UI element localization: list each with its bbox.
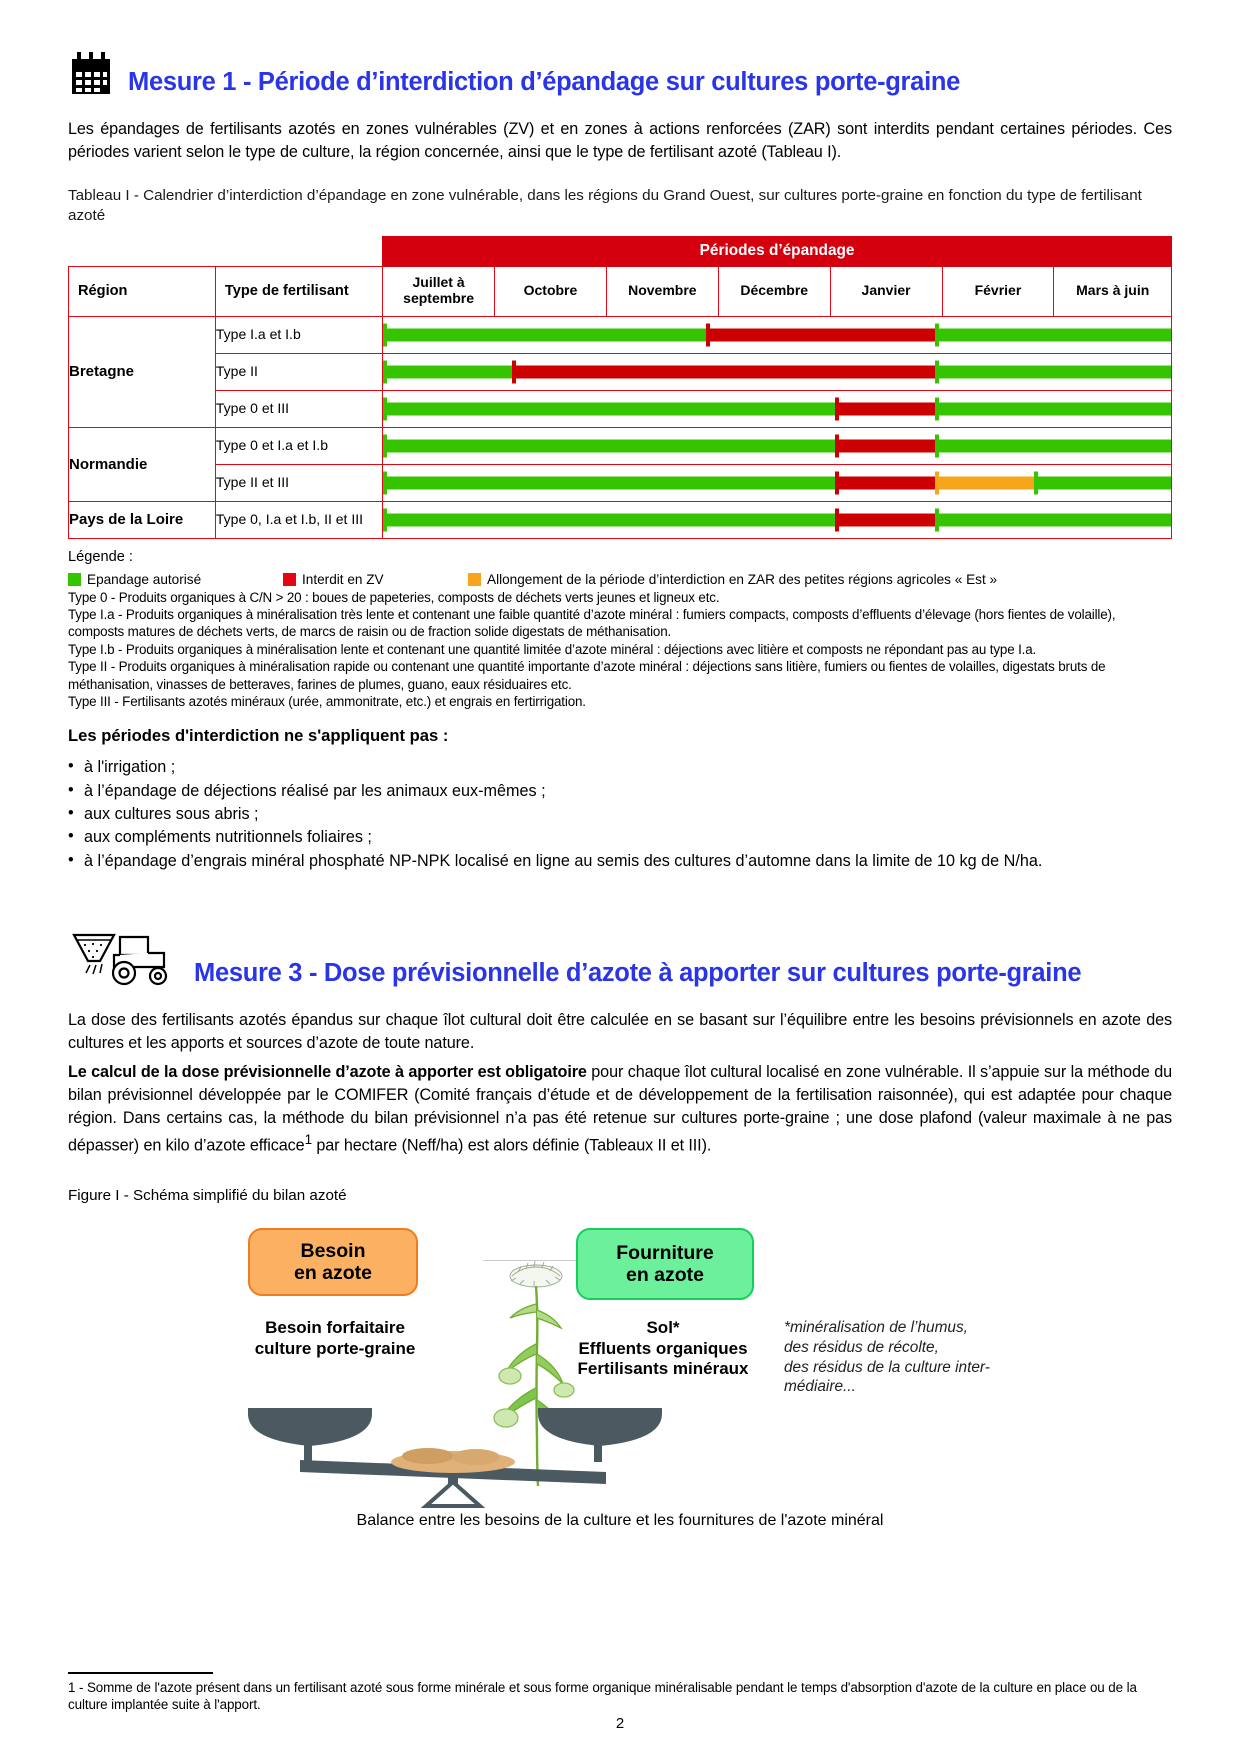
period-bar-track: [383, 365, 1171, 378]
period-segment-green: [383, 328, 706, 341]
period-boundary-tick: [835, 397, 839, 420]
fertilizer-type-cell: Type 0 et III: [215, 390, 382, 427]
period-bar-cell: [383, 316, 1172, 353]
period-boundary-tick: [383, 508, 387, 531]
fourniture-detail-line3: Fertilisants minéraux: [577, 1359, 749, 1379]
period-segment-red: [835, 439, 935, 452]
figure-note-line4: médiaire...: [784, 1378, 856, 1396]
exceptions-list: [68, 756, 1172, 873]
period-segment-orange: [935, 476, 1034, 489]
period-bar-track: [383, 439, 1171, 452]
legend-text-red: Interdit en ZV: [302, 571, 384, 587]
col-header-month-4: Janvier: [830, 266, 942, 316]
period-boundary-tick: [935, 508, 939, 531]
period-bar-track: [383, 328, 1171, 341]
figure-note-line1: *minéralisation de l’humus,: [784, 1319, 968, 1337]
calendar-icon: [68, 48, 114, 96]
fertilizer-type-definitions: [68, 589, 1172, 711]
measure1-title: Mesure 1 - Période d’interdiction d’épandage sur cultures porte-graine: [128, 68, 961, 97]
period-boundary-tick: [706, 323, 710, 346]
besoin-box-line2: en azote: [293, 1262, 373, 1285]
period-boundary-tick: [935, 323, 939, 346]
balance-caption: Balance entre les besoins de la culture et les fournitures de l'azote minéral: [356, 1512, 884, 1530]
period-boundary-tick: [935, 397, 939, 420]
exception-item-0: • à l'irrigation ;: [68, 756, 1172, 779]
col-header-month-3: Décembre: [718, 266, 830, 316]
fertilizer-type-definition-0: Type 0 - Produits organiques à C/N > 20 : boues de papeteries, composts de déchets verts jeunes et ligneux etc.: [68, 589, 720, 605]
period-boundary-tick: [383, 471, 387, 494]
legend-item-interdit: [283, 572, 468, 587]
exception-item-3: • aux compléments nutritionnels foliaires ;: [68, 826, 1172, 849]
period-segment-green: [1034, 476, 1171, 489]
figure-caption: Figure I - Schéma simplifié du bilan azoté: [68, 1187, 347, 1205]
measure3-para2-bold: Le calcul de la dose prévisionnelle d’azote à apporter est obligatoire: [68, 1063, 587, 1082]
besoin-box: [248, 1228, 418, 1296]
measure3-para2: [68, 1061, 1172, 1157]
fertilizer-type-cell: Type 0, I.a et I.b, II et III: [215, 501, 382, 538]
period-segment-green: [383, 476, 834, 489]
period-bar-track: [383, 513, 1171, 526]
table-row: [69, 316, 1172, 353]
period-segment-green: [383, 439, 834, 452]
col-header-month-2: Novembre: [606, 266, 718, 316]
measure3-para2-tail: par hectare (Neff/ha) est alors définie (Tableaux II et III).: [311, 1136, 712, 1155]
besoin-detail-line2: culture porte-graine: [254, 1338, 416, 1358]
col-header-month-1: Octobre: [495, 266, 607, 316]
measure3-title: Mesure 3 - Dose prévisionnelle d’azote à apporter sur cultures porte-graine: [194, 959, 1082, 988]
region-label-0: Bretagne: [69, 316, 216, 427]
period-segment-green: [383, 365, 511, 378]
period-bar-cell: [383, 390, 1172, 427]
balance-scale-illustration: [238, 1400, 798, 1510]
fertilizer-type-definition-4: Type III - Fertilisants azotés minéraux (urée, ammonitrate, etc.) et engrais en fertirrigation.: [68, 694, 586, 710]
exception-item-4: • à l’épandage d’engrais minéral phosphaté NP-NPK localisé en ligne au semis des cultures d’automne dans la limite de 10 kg de N/ha.: [68, 850, 1172, 873]
fourniture-detail-line2: Effluents organiques: [578, 1338, 748, 1358]
period-boundary-tick: [935, 434, 939, 457]
exception-item-1: • à l’épandage de déjections réalisé par les animaux eux-mêmes ;: [68, 780, 1172, 803]
period-bar-cell: [383, 353, 1172, 390]
table-banner: Périodes d’épandage: [383, 236, 1172, 266]
tractor-spreader-icon: [68, 931, 180, 987]
figure-note-line2: des résidus de récolte,: [784, 1339, 939, 1357]
fourniture-box-line2: en azote: [625, 1264, 705, 1287]
period-segment-green: [935, 328, 1171, 341]
period-boundary-tick: [383, 434, 387, 457]
period-segment-green: [383, 402, 834, 415]
region-label-2: Pays de la Loire: [69, 501, 216, 538]
region-label-1: Normandie: [69, 427, 216, 501]
table-header-row: [69, 266, 1172, 316]
period-segment-red: [835, 513, 935, 526]
measure1-heading: [68, 48, 1172, 96]
legend-label: Légende :: [68, 548, 133, 565]
col-header-region: Région: [69, 266, 216, 316]
fourniture-box: [576, 1228, 754, 1300]
fertilizer-type-cell: Type II et III: [215, 464, 382, 501]
besoin-box-line1: Besoin: [300, 1240, 366, 1263]
period-segment-red: [835, 476, 935, 489]
legend-item-allongement: [468, 572, 997, 587]
col-header-month-0: Juillet à septembre: [383, 266, 495, 316]
period-boundary-tick: [835, 471, 839, 494]
measure1-intro: Les épandages de fertilisants azotés en zones vulnérables (ZV) et en zones à actions renforcées (ZAR) sont interdits pendant certaines périodes. Ces périodes varient selon le type de culture, la région concernée, ainsi que le type de fertilisant azoté (Tableau I).: [68, 120, 1172, 161]
legend-item-autorise: [68, 572, 283, 587]
period-bar-cell: [383, 464, 1172, 501]
fourniture-detail-line1: Sol*: [646, 1318, 680, 1338]
legend-swatch-orange: [468, 573, 481, 586]
figure-note-line3: des résidus de la culture inter-: [784, 1358, 990, 1376]
table-row: [69, 464, 1172, 501]
measure3-para2-rest: pour chaque îlot cultural localisé en zone vulnérable. Il s’appuie sur la méthode du bilan prévisionnel développée par le COMIFER (Comité français d’étude et de développement de la fertilisation raisonnée), qui est adaptée pour chaque région. Dans certains cas, la méthode du bilan prévisionnel n’a pas été retenue sur cultures porte-graine ; une dose plafond (valeur maximale à ne pas dépasser) en kilo d’azote efficace: [68, 1063, 1173, 1155]
period-segment-green: [935, 513, 1171, 526]
page-number: 2: [615, 1715, 625, 1732]
period-boundary-tick: [383, 397, 387, 420]
nitrogen-balance-figure: [68, 1210, 1172, 1540]
table-row: [69, 501, 1172, 538]
period-bar-cell: [383, 427, 1172, 464]
fertilizer-type-cell: Type I.a et I.b: [215, 316, 382, 353]
period-boundary-tick: [835, 508, 839, 531]
fertilizer-type-cell: Type II: [215, 353, 382, 390]
measure3-heading: [68, 931, 1172, 987]
exceptions-title: Les périodes d'interdiction ne s'appliquent pas :: [68, 726, 449, 746]
fertilizer-type-definition-1: Type I.a - Produits organiques à minéralisation très lente et contenant une faible quantité d’azote minéral : fumiers compacts, composts d’effluents d’élevage (hors fientes de volaille), composts matures de déchets verts, de marcs de raisin ou de fraction solide digestats de méthanisation.: [68, 606, 1116, 640]
table-caption: Tableau I - Calendrier d’interdiction d’épandage en zone vulnérable, dans les régions du Grand Ouest, sur cultures porte-graine en fonction du type de fertilisant azoté: [68, 187, 1142, 224]
period-segment-red: [706, 328, 934, 341]
period-segment-green: [935, 402, 1171, 415]
table-row: [69, 353, 1172, 390]
legend-text-orange: Allongement de la période d’interdiction en ZAR des petites régions agricoles « Est »: [487, 571, 998, 587]
period-boundary-tick: [512, 360, 516, 383]
col-header-type: Type de fertilisant: [215, 266, 382, 316]
period-segment-green: [935, 365, 1171, 378]
exception-item-2: • aux cultures sous abris ;: [68, 803, 1172, 826]
fourniture-box-line1: Fourniture: [616, 1242, 714, 1265]
fertilizer-type-cell: Type 0 et I.a et I.b: [215, 427, 382, 464]
period-boundary-tick: [1034, 471, 1038, 494]
period-segment-green: [383, 513, 834, 526]
table-row: [69, 390, 1172, 427]
figure-footnote-note: [784, 1318, 1034, 1396]
measure3-footnote-marker: 1: [304, 1132, 312, 1148]
table-row: [69, 427, 1172, 464]
footnote-text: 1 - Somme de l'azote présent dans un fertilisant azoté sous forme minérale et sous forme organique minéralisable pendant le temps d'absorption d'azote de la culture en place ou de la culture implantée suite à l'apport.: [68, 1679, 1137, 1712]
footnote-rule: [68, 1672, 213, 1674]
besoin-detail-label: [228, 1318, 442, 1359]
table-banner-row: [69, 236, 1172, 266]
period-bar-cell: [383, 501, 1172, 538]
period-boundary-tick: [383, 360, 387, 383]
legend-row: [68, 572, 1172, 587]
legend-text-green: Epandage autorisé: [87, 571, 202, 587]
period-segment-red: [512, 365, 935, 378]
table-corner-blank: [69, 236, 383, 266]
period-boundary-tick: [935, 360, 939, 383]
measure3-para1: La dose des fertilisants azotés épandus sur chaque îlot cultural doit être calculée en se basant sur l’équilibre entre les besoins prévisionnels en azote des cultures et les apports et sources d’azote de toute nature.: [68, 1011, 1172, 1053]
fertilizer-type-definition-2: Type I.b - Produits organiques à minéralisation lente et contenant une quantité limitée d’azote minéral : déjections avec litière et composts ne répondant pas au type I.a.: [68, 641, 1037, 657]
period-bar-track: [383, 476, 1171, 489]
legend-swatch-green: [68, 573, 81, 586]
col-header-month-5: Février: [942, 266, 1054, 316]
fourniture-detail-label: [563, 1318, 763, 1379]
period-boundary-tick: [383, 323, 387, 346]
table-body: [69, 316, 1172, 538]
period-boundary-tick: [935, 471, 939, 494]
period-boundary-tick: [835, 434, 839, 457]
period-segment-red: [835, 402, 935, 415]
period-segment-green: [935, 439, 1171, 452]
period-bar-track: [383, 402, 1171, 415]
footnote-block: [68, 1672, 1172, 1732]
fertilizer-type-definition-3: Type II - Produits organiques à minéralisation rapide ou contenant une quantité importante d’azote minéral : déjections sans litière, fumiers ou fientes de volailles, digestats bruts de méthanisation, vinasses de betteraves, farines de plumes, guano, eaux résiduaires etc.: [68, 659, 1106, 692]
spreading-calendar-table: [68, 236, 1172, 539]
col-header-month-6: Mars à juin: [1054, 266, 1172, 316]
besoin-detail-line1: Besoin forfaitaire: [265, 1318, 405, 1338]
legend-swatch-red: [283, 573, 296, 586]
